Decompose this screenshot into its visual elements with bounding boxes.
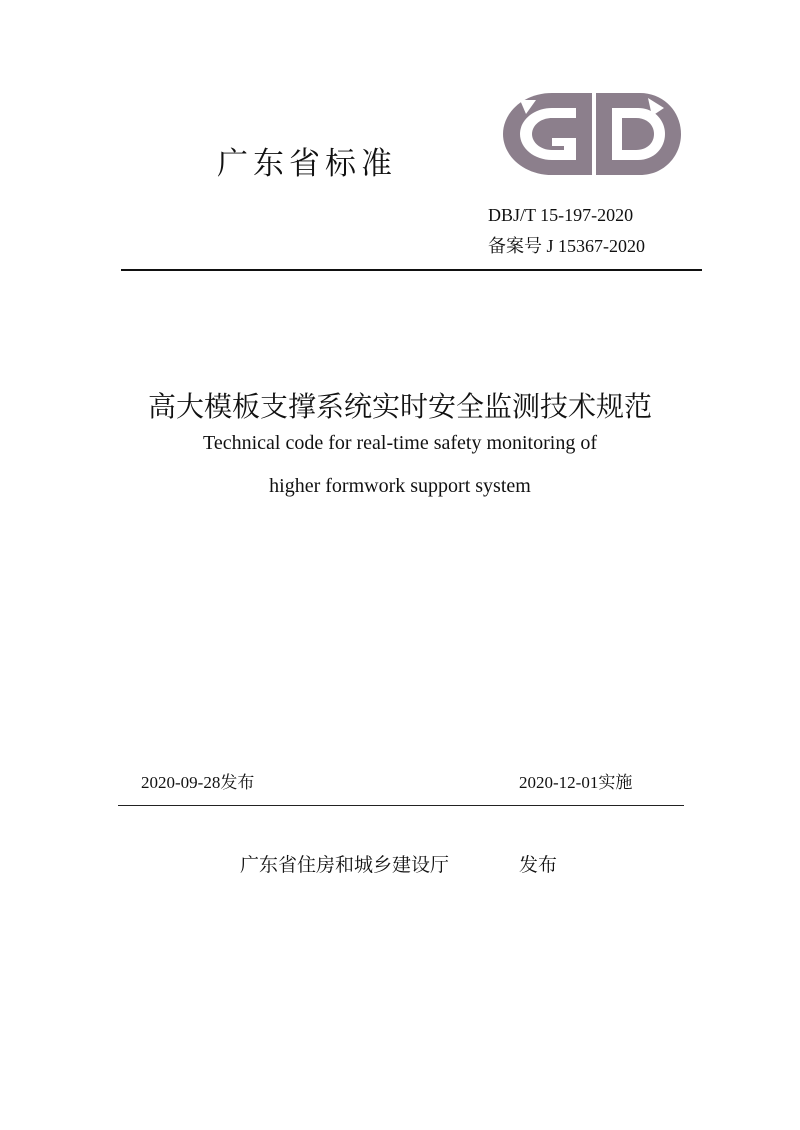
header-divider bbox=[121, 269, 702, 271]
gd-logo-icon bbox=[500, 90, 684, 178]
footer-divider bbox=[118, 805, 684, 806]
standard-number: DBJ/T 15-197-2020 bbox=[488, 205, 634, 225]
implementation-date: 2020-12-01实施 bbox=[519, 773, 633, 792]
standard-type: 广东省标准 bbox=[217, 146, 397, 182]
issuer-name: 广东省住房和城乡建设厅 bbox=[240, 854, 450, 876]
issuer-action: 发布 bbox=[519, 854, 558, 876]
title-chinese: 高大模板支撑系统实时安全监测技术规范 bbox=[147, 390, 652, 423]
title-english-line-1: Technical code for real-time safety monitoring of bbox=[203, 432, 597, 454]
title-english-line-2: higher formwork support system bbox=[269, 475, 531, 497]
issue-date: 2020-09-28发布 bbox=[141, 773, 255, 792]
record-number: 备案号 J 15367-2020 bbox=[488, 236, 645, 256]
